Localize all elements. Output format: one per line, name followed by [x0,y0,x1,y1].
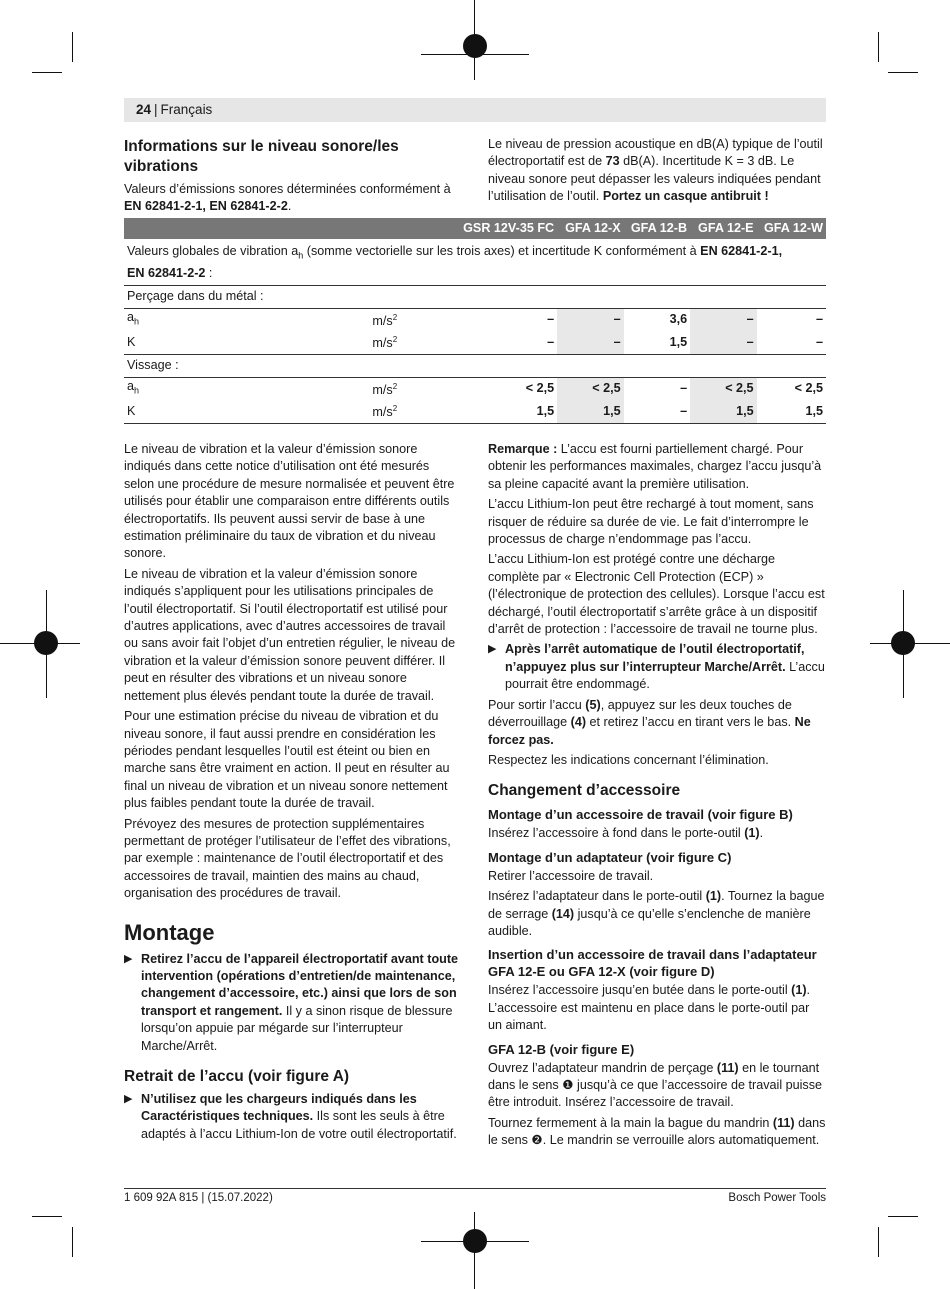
left-column [124,441,462,1146]
cell-value: – [815,312,823,327]
cell-value: 1,5 [690,400,756,423]
paragraph: Insérez l’accessoire jusqu’en butée dans le porte-outil (1). L’accessoire est maintenu en place dans le porte-outil par un aimant. [488,983,811,1033]
table-row [124,377,826,400]
paragraph: Le niveau de vibration et la valeur d’émission sonore indiqués dans cette notice d’utilisation ont été mesurés selon une procédure de mesure normalisée et peuvent être utilisés pour établir une comparaison entre différents outils électroportatifs. Ils peuvent aussi servir de base à une estimation préliminaire du taux de vibration et du niveau sonore. [124,442,455,561]
column-header: GFA 12-W [757,218,826,239]
crop-mark [878,32,879,62]
column-header: GFA 12-X [557,218,623,239]
cell-value: 1,5 [624,331,690,354]
noise-pressure-text: Le niveau de pression acoustique en dB(A) typique de l’outil électroportatif est de 73 dB(A). Incertitude K = 3 dB. Le niveau sonore peut dépasser les valeurs indiquées pendant l’utilisation de l’outil. Portez un casque antibruit ! [488,137,823,204]
cell-value: 1,5 [757,400,826,423]
crop-mark [32,72,62,73]
page-header: 24 | Français [124,98,826,122]
paragraph: Retirer l’accessoire de travail. [488,868,654,883]
retrait-warning: ▶ N’utilisez que les chargeurs indiqués dans les Caractéristiques techniques. Ils sont les seuls à être adaptés à l’accu Lithium-Ion de votre outil électroportatif. [124,1092,457,1141]
cell-value: – [757,331,826,354]
table-row [124,308,826,331]
table-section-row [124,354,826,377]
table-row [124,400,826,423]
registration-mark [34,631,58,655]
section-label: Perçage dans du métal : [124,285,826,308]
step-1-icon: ❶ [562,1077,574,1092]
row-unit: $m/s^2$ [372,312,398,329]
noise-intro: Valeurs d’émissions sonores déterminées conformément à EN 62841-2-1, EN 62841-2-2. [124,182,451,214]
paragraph: Tournez fermement à la main la bague du mandrin (11) dans le sens ❷. Le mandrin se verrouille alors automatiquement. [488,1115,826,1148]
paragraph: Insérez l’accessoire à fond dans le porte-outil (1). [488,826,764,841]
noise-section-title: Informations sur le niveau sonore/les vibrations [124,138,399,175]
paragraph: L’accu Lithium-Ion peut être rechargé à tout moment, sans risquer de réduire sa durée de vie. Le fait d’interrompre le processus de charge n’endommage pas l’accu. [488,497,814,547]
language-label: Français [160,102,213,117]
triangle-bullet-icon: ▶ [124,952,133,965]
registration-mark [463,1229,487,1253]
publisher: Bosch Power Tools [728,1192,826,1204]
row-symbol: K [124,400,342,423]
noise-section-left [124,137,469,219]
paragraph: Pour une estimation précise du niveau de vibration et du niveau sonore, il faut aussi prendre en considération les périodes pendant lesquelles l’outil est éteint ou bien en marche sans être vraiment en action. Il peut en résulter au final un niveau de vibration et un niveau sonore nettement plus faibles pendant toute la durée de travail. [124,709,450,811]
column-header: GFA 12-E [690,218,756,239]
cell-value: < 2,5 [525,381,555,396]
cell-value: 1,5 [557,400,623,423]
paragraph: Le niveau de vibration et la valeur d’émission sonore indiqués s’appliquent pour les utilisations principales de l’outil électroportatif. Si l’outil électroportatif est utilisé pour d’autres applications, avec d’autres accessoires de travail ou sans avoir fait l’objet d’un entretien régulier, le niveau de vibration et la valeur d’émission sonore peuvent différer. Il peut en résulter des vibrations et un niveau sonore nettement plus élevés pendant toute la durée de travail. [124,566,456,703]
paragraph: Prévoyez des mesures de protection supplémentaires permettant de protéger l’utilisateur de l’effet des vibrations, par exemple : maintenance de l’outil électroportatif et des accessoires de travail, maintien des mains au chaud, organisation des procédures de travail. [124,816,451,901]
crop-mark [72,32,73,62]
cell-value: 1,5 [441,400,557,423]
figure-c-heading: Montage d’un adaptateur (voir figure C) [488,849,732,865]
vibration-table [124,218,826,424]
right-column [488,441,826,1153]
cell-value: – [547,312,555,327]
cell-value: < 2,5 [794,381,823,396]
figure-b-heading: Montage d’un accessoire de travail (voir figure B) [488,807,793,823]
row-unit: $m/s^2$ [342,400,440,423]
row-symbol: $a_h$ [127,378,140,396]
cell-value: – [441,331,557,354]
cell-value: – [680,381,688,396]
crop-mark [72,1227,73,1257]
cell-value: < 2,5 [557,377,623,400]
paragraph: Respectez les indications concernant l’élimination. [488,752,769,767]
step-2-icon: ❷ [531,1133,543,1148]
table-row [124,331,826,354]
crop-mark [888,72,918,73]
section-label: Vissage : [124,354,826,377]
paragraph: L’accu Lithium-Ion est protégé contre une décharge complète par « Electronic Cell Protection (ECP) » (l’électronique de protection des cellules). Lorsque l’accu est déchargé, l’outil électroportatif s’arrête grâce à un dispositif d’arrêt de protection : l’accessoire de travail ne tourne plus. [488,552,825,637]
table-section-row [124,285,826,308]
auto-stop-warning: ▶ Après l’arrêt automatique de l’outil électroportatif, n’appuyez plus sur l’interrupteur Marche/Arrêt. L’accu pourrait être endommagé. [488,642,825,692]
registration-mark [463,34,487,58]
cell-value: – [624,400,690,423]
row-symbol: $a_h$ [127,309,140,327]
table-header-row [124,218,826,239]
paragraph: Ouvrez l’adaptateur mandrin de perçage (11) en le tournant dans le sens ❶ jusqu’à ce que l’accessoire de travail puisse être introduit. Insérez l’accessoire de travail. [488,1060,823,1110]
change-accessory-heading: Changement d’accessoire [488,782,681,800]
triangle-bullet-icon: ▶ [124,1093,133,1105]
retrait-heading: Retrait de l’accu (voir figure A) [124,1068,350,1085]
cell-value: – [557,331,623,354]
document-number: 1 609 92A 815 | (15.07.2022) [124,1192,273,1204]
cell-value: – [557,308,623,331]
remove-battery-paragraph: Pour sortir l’accu (5), appuyez sur les deux touches de déverrouillage (4) et retirez l’accu en tirant vers le bas. Ne forcez pas. [488,697,811,747]
triangle-bullet-icon: ▶ [488,643,497,656]
cell-value: – [690,331,756,354]
table-intro-row [124,239,826,285]
crop-mark [878,1227,879,1257]
column-header: GFA 12-B [624,218,690,239]
column-header: GSR 12V-35 FC [441,218,557,239]
crop-mark [32,1216,62,1217]
remarque-paragraph: Remarque : L’accu est fourni partiellement chargé. Pour obtenir les performances maximales, chargez l’accu jusqu’à sa pleine capacité avant la première utilisation. [488,442,822,491]
page-footer [124,1188,826,1207]
figure-e-heading: GFA 12-B (voir figure E) [488,1041,635,1057]
row-unit: $m/s^2$ [372,381,398,398]
row-symbol: K [124,331,342,354]
cell-value: – [690,308,756,331]
registration-mark [891,631,915,655]
cell-value: 3,6 [669,312,688,327]
paragraph: Insérez l’adaptateur dans le porte-outil (1). Tournez la bague de serrage (14) jusqu’à ce qu’elle s’enclenche de manière audible. [488,889,825,938]
figure-d-heading: Insertion d’un accessoire de travail dans l’adaptateur GFA 12-E ou GFA 12-X (voir figure D) [488,947,817,980]
table-intro: Valeurs globales de vibration $a_h$ (somme vectorielle sur les trois axes) et incertitude K conformément à EN 62841-2-1, EN 62841-2-2 : [124,239,826,285]
page-number: 24 [136,102,152,117]
noise-section-right [488,136,826,209]
cell-value: < 2,5 [690,377,756,400]
montage-heading: Montage [124,919,215,945]
row-unit: $m/s^2$ [342,331,440,354]
crop-mark [888,1216,918,1217]
montage-warning: ▶ Retirez l’accu de l’appareil électroportatif avant toute intervention (opérations d’entretien/de maintenance, changement d’accessoire, etc.) ainsi que lors de son transport et rangement. Il y a sinon risque de blessure lorsqu’on appuie par mégarde sur l’interrupteur Marche/Arrêt. [124,951,459,1053]
